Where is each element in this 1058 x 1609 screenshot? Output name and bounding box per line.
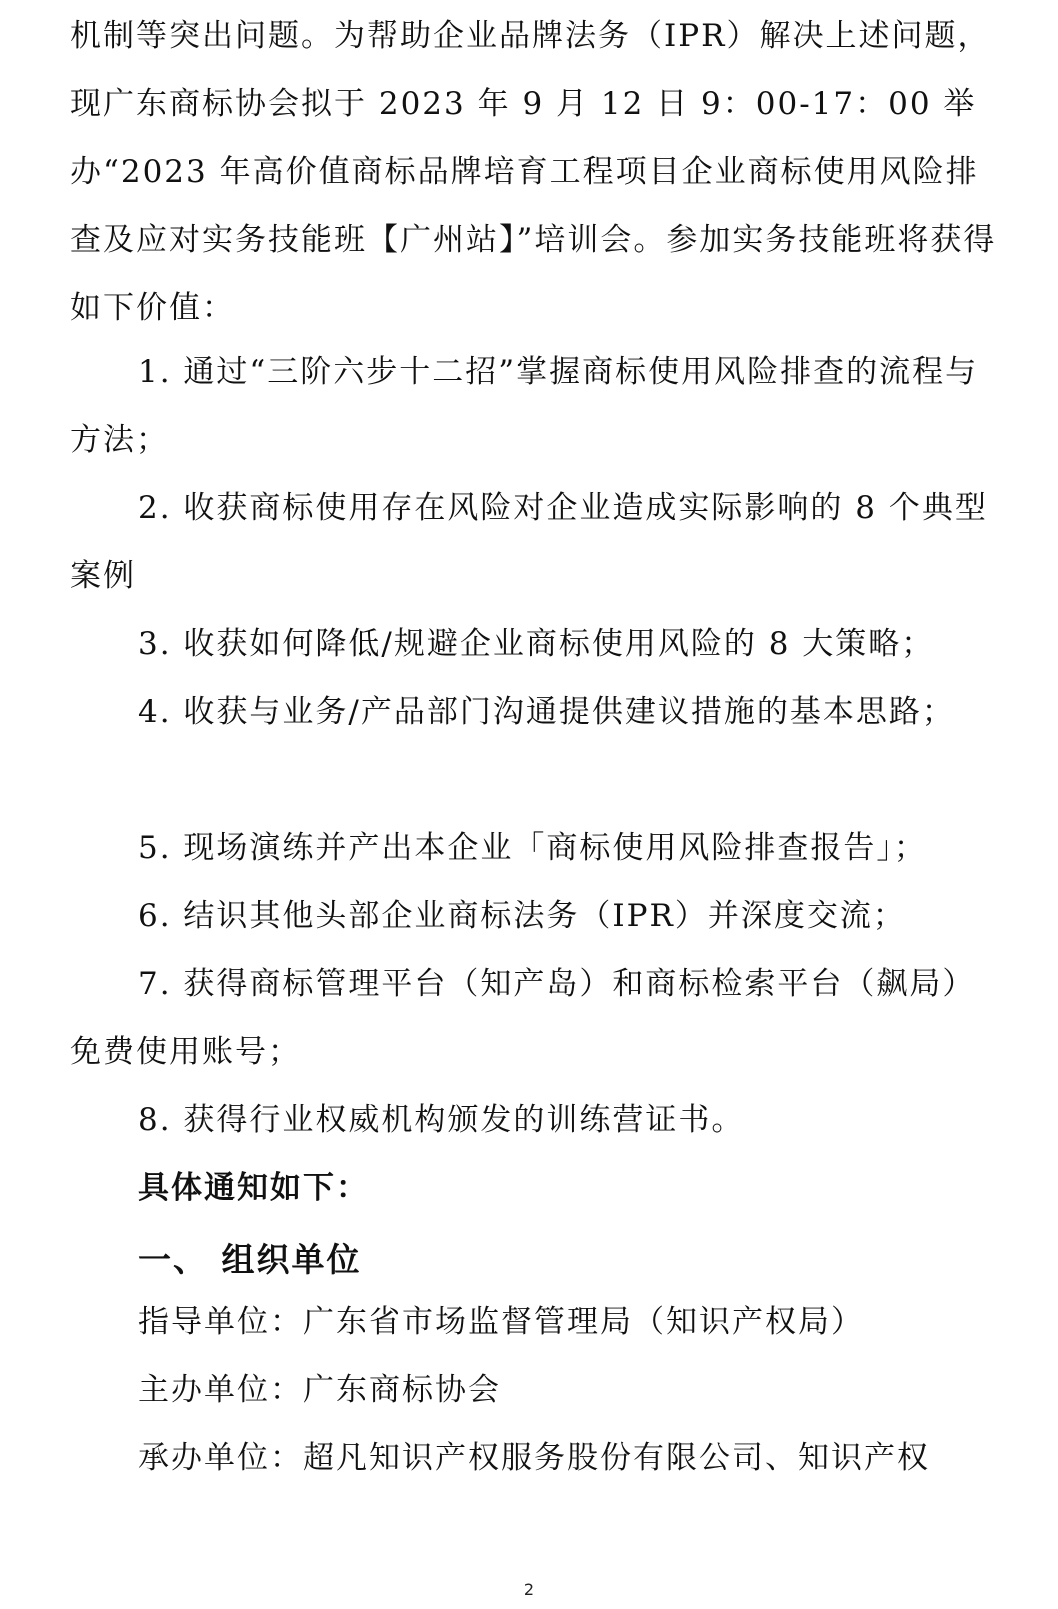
benefit-item-1: 1. 通过“三阶六步十二招”掌握商标使用风险排查的流程与方法； (70, 354, 979, 458)
guide-unit: 指导单位：广东省市场监督管理局（知识产权局） (138, 1304, 864, 1340)
benefit-item-8: 8. 获得行业权威机构颁发的训练营证书。 (138, 1102, 745, 1138)
benefit-item-4: 4. 收获与业务/产品部门沟通提供建议措施的基本思路； (138, 694, 955, 730)
benefit-item-5: 5. 现场演练并产出本企业「商标使用风险排查报告」； (138, 830, 927, 866)
notice-heading: 具体通知如下： (138, 1170, 369, 1206)
benefit-item-6: 6. 结识其他头部企业商标法务（IPR）并深度交流； (138, 898, 906, 934)
organizer-unit: 承办单位：超凡知识产权服务股份有限公司、知识产权 (138, 1440, 930, 1476)
section-heading: 一、 组织单位 (138, 1240, 362, 1279)
benefit-item-2: 2. 收获商标使用存在风险对企业造成实际影响的 8 个典型案例 (70, 490, 988, 594)
benefit-item-7: 7. 获得商标管理平台（知产岛）和商标检索平台（飙局）免费使用账号； (70, 966, 976, 1070)
page-number: 2 (523, 1580, 535, 1599)
host-unit: 主办单位：广东商标协会 (138, 1372, 501, 1408)
intro-paragraph: 机制等突出问题。为帮助企业品牌法务（IPR）解决上述问题，现广东商标协会拟于 2023 年 9 月 12 日 9：00-17：00 举办“2023 年高价值商标品牌培育工程项目企业商标使用风险排查及应对实务技能班【广州站】”培训会。参加实务技能班将获得如下价值： (70, 18, 997, 326)
benefit-item-3: 3. 收获如何降低/规避企业商标使用风险的 8 大策略； (138, 626, 935, 662)
